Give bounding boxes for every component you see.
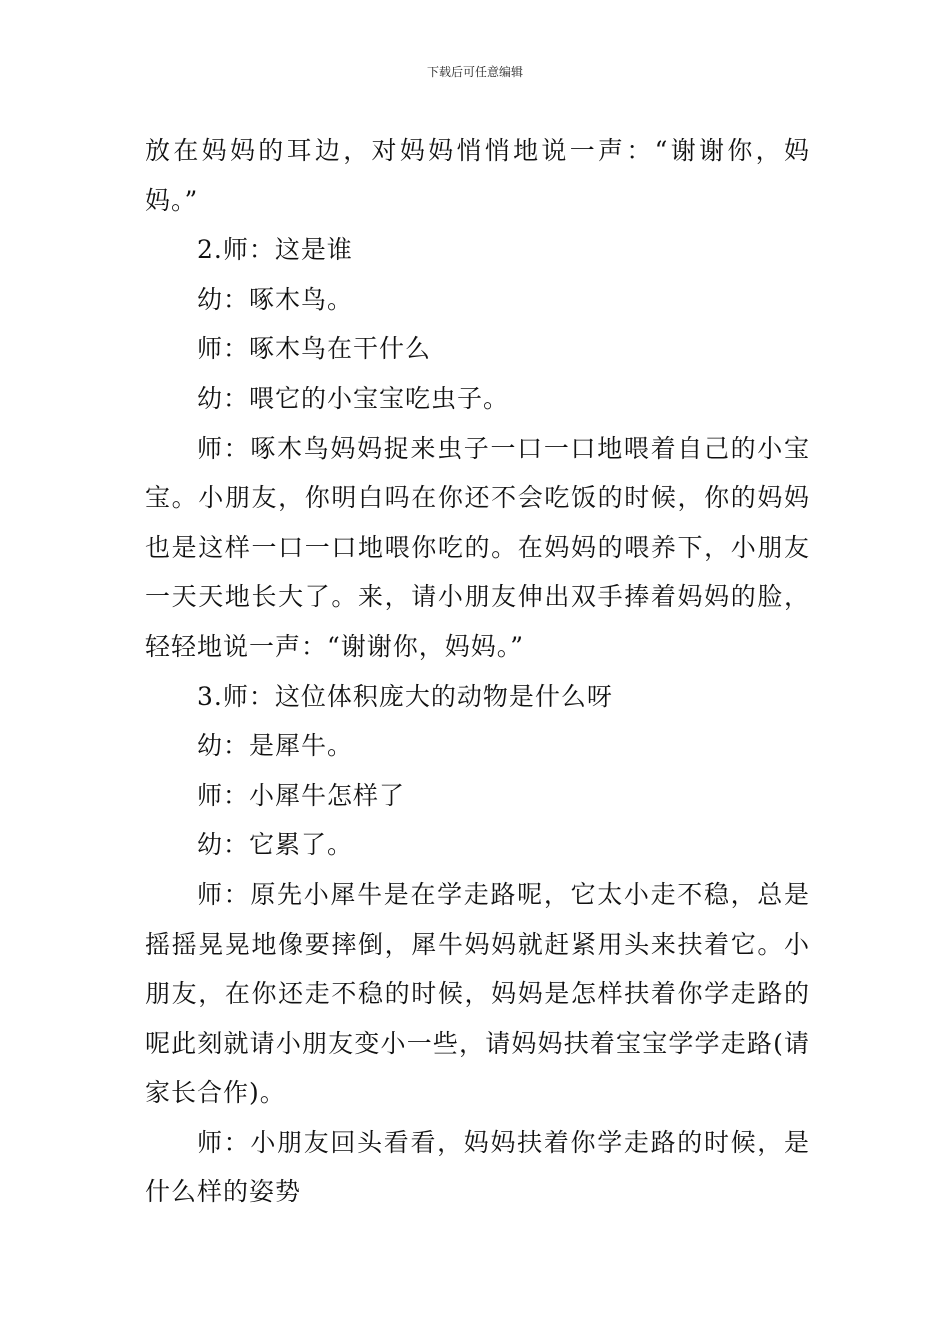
paragraph: 师：啄木鸟在干什么 bbox=[197, 334, 432, 364]
paragraph: 师：原先小犀牛是在学走路呢，它太小走不稳，总是摇摇晃晃地像要摔倒，犀牛妈妈就赶紧用头来扶着它。小朋友，在你还走不稳的时候，妈妈是怎样扶着你学走路的呢此刻就请小朋友变小一些，请妈妈扶着宝宝学学走路(请家长合作)。 bbox=[145, 879, 810, 1108]
paragraph: 幼：它累了。 bbox=[197, 830, 354, 860]
paragraph-continuation: 放在妈妈的耳边，对妈妈悄悄地说一声：“谢谢你，妈妈。” bbox=[145, 136, 810, 215]
document-body bbox=[145, 126, 810, 1217]
paragraph: 幼：是犀牛。 bbox=[197, 731, 354, 761]
paragraph: 幼：啄木鸟。 bbox=[197, 284, 354, 314]
paragraph: 师：小朋友回头看看，妈妈扶着你学走路的时候，是什么样的姿势 bbox=[145, 1127, 810, 1207]
paragraph: 2.师：这是谁 bbox=[197, 235, 353, 265]
paragraph: 3.师：这位体积庞大的动物是什么呀 bbox=[197, 681, 613, 711]
paragraph: 幼：喂它的小宝宝吃虫子。 bbox=[197, 383, 510, 413]
paragraph: 师：啄木鸟妈妈捉来虫子一口一口地喂着自己的小宝宝。小朋友，你明白吗在你还不会吃饭的时候，你的妈妈也是这样一口一口地喂你吃的。在妈妈的喂养下，小朋友一天天地长大了。来，请小朋友伸出双手捧着妈妈的脸，轻轻地说一声：“谢谢你，妈妈。” bbox=[145, 433, 810, 661]
page-header: 下载后可任意编辑 bbox=[426, 65, 523, 79]
paragraph: 师：小犀牛怎样了 bbox=[197, 780, 406, 810]
